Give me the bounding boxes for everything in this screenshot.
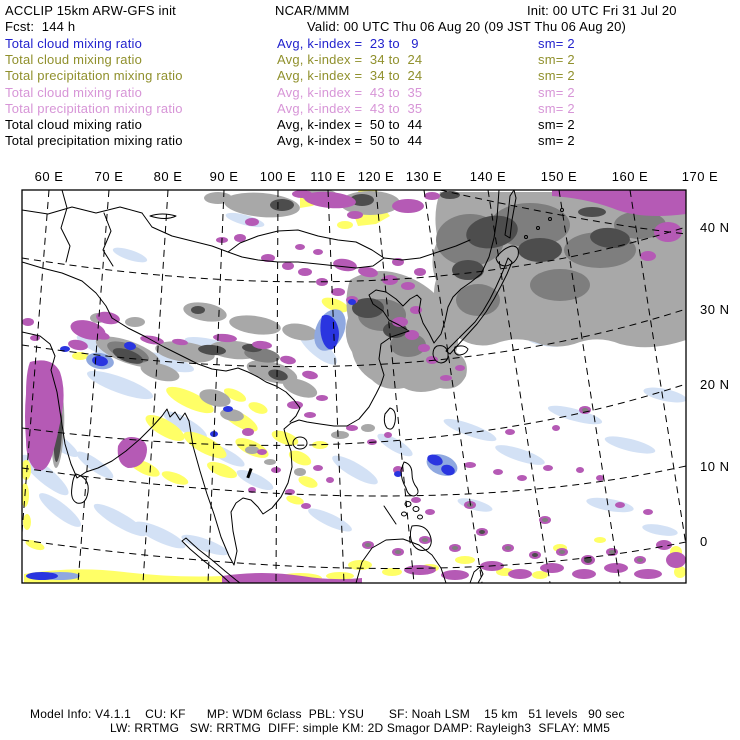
forecast-hour-label: Fcst: 144 h xyxy=(5,19,76,34)
layer-kindex: Avg, k-index = 50 to 44 xyxy=(277,117,423,132)
layer-sm: sm= 2 xyxy=(538,100,575,116)
layer-label: Total precipitation mixing ratio xyxy=(5,100,183,116)
layer-sm: sm= 2 xyxy=(538,52,575,68)
lat-label: 0 xyxy=(700,534,708,549)
lon-label: 120 E xyxy=(357,169,395,184)
layer-kindex: Avg, k-index = 50 to 44 xyxy=(277,133,423,149)
layer-sm: sm= 2 xyxy=(538,117,575,132)
layer-label: Total cloud mixing ratio xyxy=(5,52,143,68)
init-time-label: Init: 00 UTC Fri 31 Jul 20 xyxy=(527,3,677,18)
layer-kindex: Avg, k-index = 34 to 24 xyxy=(277,68,423,84)
layer-sm: sm= 2 xyxy=(538,133,575,149)
lon-label: 140 E xyxy=(469,169,507,184)
model-info-line1: Model Info: V4.1.1 CU: KF MP: WDM 6class PBL: YSU SF: Noah LSM 15 km 51 levels 90 sec xyxy=(30,707,625,721)
lon-label: 110 E xyxy=(310,169,346,184)
lon-label: 150 E xyxy=(540,169,578,184)
layer-kindex: Avg, k-index = 23 to 9 xyxy=(277,36,419,51)
lat-label: 20 N xyxy=(700,377,730,392)
model-info-line2: LW: RRTMG SW: RRTMG DIFF: simple KM: 2D Smagor DAMP: Rayleigh3 SFLAY: MM5 xyxy=(110,721,611,735)
layer-kindex: Avg, k-index = 43 to 35 xyxy=(277,100,423,116)
lon-label: 130 E xyxy=(405,169,443,184)
lon-label: 70 E xyxy=(94,169,124,184)
lon-label: 100 E xyxy=(259,169,297,184)
lat-label: 40 N xyxy=(700,220,730,235)
valid-time-label: Valid: 00 UTC Thu 06 Aug 20 (09 JST Thu 06 Aug 20) xyxy=(307,19,627,34)
layer-label: Total cloud mixing ratio xyxy=(5,117,143,132)
lon-label: 170 E xyxy=(681,169,719,184)
lon-label: 160 E xyxy=(611,169,649,184)
layer-sm: sm= 2 xyxy=(538,68,575,84)
layer-label: Total precipitation mixing ratio xyxy=(5,68,183,84)
lat-label: 10 N xyxy=(700,459,730,474)
plot-title: ACCLIP 15km ARW-GFS init xyxy=(5,3,176,18)
layer-sm: sm= 2 xyxy=(538,36,575,51)
org-label: NCAR/MMM xyxy=(275,3,350,18)
layer-label: Total cloud mixing ratio xyxy=(5,84,143,100)
lon-label: 80 E xyxy=(153,169,183,184)
lon-label: 90 E xyxy=(209,169,239,184)
lat-label: 30 N xyxy=(700,302,730,317)
lon-label: 60 E xyxy=(34,169,64,184)
layer-label: Total cloud mixing ratio xyxy=(5,36,143,51)
layer-label: Total precipitation mixing ratio xyxy=(5,133,183,149)
layer-sm: sm= 2 xyxy=(538,84,575,100)
layer-kindex: Avg, k-index = 43 to 35 xyxy=(277,84,423,100)
layer-kindex: Avg, k-index = 34 to 24 xyxy=(277,52,423,68)
